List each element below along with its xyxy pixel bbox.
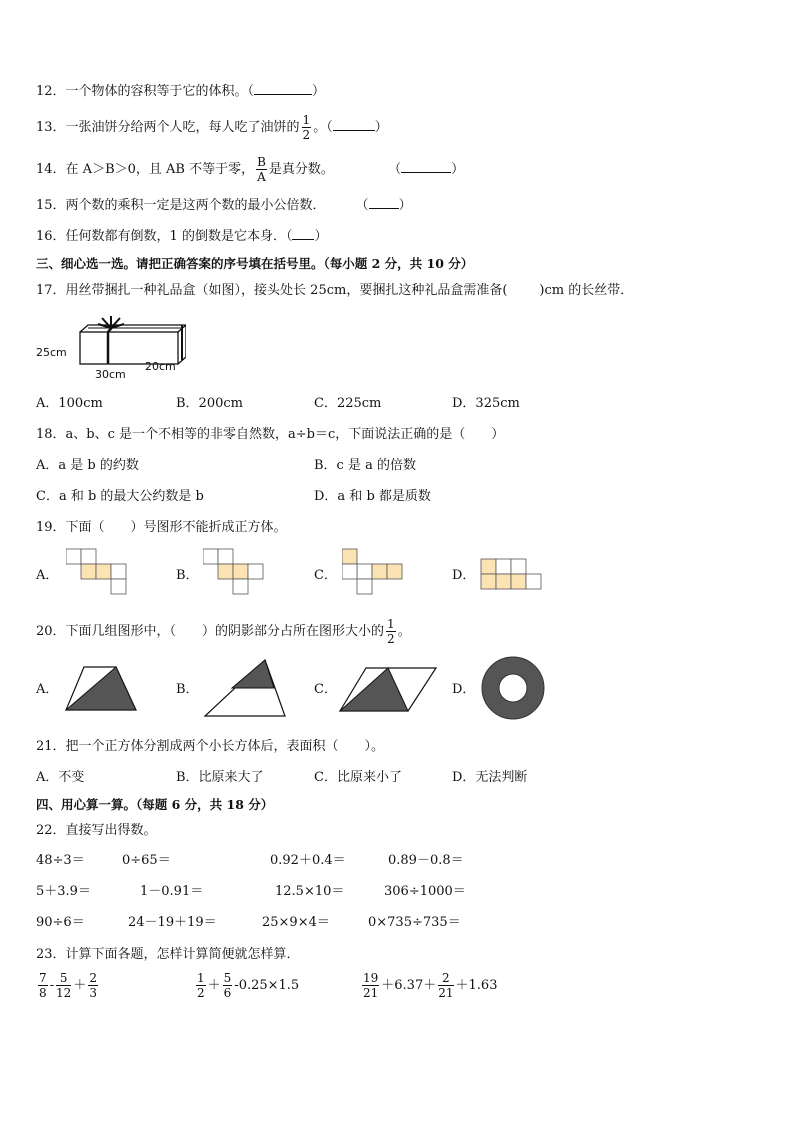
e3-b-den: 21 xyxy=(438,986,454,1000)
e1-c-den: 3 xyxy=(89,986,97,1000)
question-23: 23．计算下面各题，怎样计算简便就怎样算． xyxy=(36,947,300,962)
q16-answer-blank[interactable] xyxy=(292,227,314,240)
q13-fraction xyxy=(302,114,312,141)
question-15 xyxy=(36,196,412,216)
q20-ring-d xyxy=(478,655,548,721)
e3-b-num: 2 xyxy=(438,972,453,986)
q20-label-b[interactable]: B． xyxy=(176,682,199,697)
q22-r1-c4: 0.89－0.8＝ xyxy=(388,853,464,868)
q21-option-a[interactable]: A．不变 xyxy=(36,770,85,785)
q19-label-d[interactable]: D． xyxy=(452,568,476,583)
q20-label-c[interactable]: C． xyxy=(314,682,337,697)
e3-mid: ＋6.37＋ xyxy=(381,978,437,993)
q17-option-a[interactable]: A．100cm xyxy=(36,396,103,411)
q22-r2-c1: 5＋3.9＝ xyxy=(36,884,91,899)
q13-answer-blank[interactable] xyxy=(333,118,375,131)
q17-option-c[interactable]: C．225cm xyxy=(314,396,382,411)
q20-triangle-b xyxy=(203,658,287,718)
q17-option-d[interactable]: D．325cm xyxy=(452,396,520,411)
q22-r3-c2: 24－19＋19＝ xyxy=(128,915,217,930)
e1-c-num: 2 xyxy=(89,971,97,985)
e2-b-den: 6 xyxy=(223,986,232,1000)
q15-open: （ xyxy=(355,198,369,213)
section-4-heading: 四、用心算一算。（每题 6 分，共 18 分） xyxy=(36,797,274,812)
q18-option-c[interactable]: C．a 和 b 的最大公约数是 b xyxy=(36,489,204,504)
q14-answer-blank[interactable] xyxy=(401,160,451,173)
q17-option-b[interactable]: B．200cm xyxy=(176,396,243,411)
e1-b-num: 5 xyxy=(56,972,71,986)
question-20 xyxy=(36,618,411,645)
question-21: 21．把一个正方体分割成两个小长方体后，表面积（ ）。 xyxy=(36,739,385,754)
q19-label-b[interactable]: B． xyxy=(176,568,199,583)
q12-text: 12．一个物体的容积等于它的体积。（ xyxy=(36,84,255,99)
q21-option-c[interactable]: C．比原来小了 xyxy=(314,770,402,785)
q22-r3-c3: 25×9×4＝ xyxy=(262,915,330,930)
question-19: 19．下面（ ）号图形不能折成正方体。 xyxy=(36,520,287,535)
ribbon-bow xyxy=(98,316,124,328)
q18-option-b[interactable]: B．c 是 a 的倍数 xyxy=(314,458,416,473)
q20-frac-den: 2 xyxy=(387,632,395,646)
q22-r2-c2: 1－0.91＝ xyxy=(140,884,204,899)
q22-r1-c2: 0÷65＝ xyxy=(122,853,171,868)
q19-net-b xyxy=(203,548,271,600)
e1-op2: ＋ xyxy=(73,978,87,993)
e1-a-num: 7 xyxy=(39,971,47,985)
q12-answer-blank[interactable] xyxy=(254,82,312,95)
q14-fraction xyxy=(256,156,267,183)
q15-answer-blank[interactable] xyxy=(369,196,399,209)
q20-label-a[interactable]: A． xyxy=(36,682,59,697)
q13-frac-den: 2 xyxy=(302,128,311,142)
e2-tail: -0.25×1.5 xyxy=(234,978,300,993)
e2-op1: ＋ xyxy=(207,978,221,993)
e2-b-num: 5 xyxy=(223,971,232,985)
q22-r1-c3: 0.92＋0.4＝ xyxy=(270,853,346,868)
q19-net-a xyxy=(66,548,134,600)
e3-a-num: 19 xyxy=(363,971,379,985)
q18-option-d[interactable]: D．a 和 b 都是质数 xyxy=(314,489,431,504)
q17-tail: )cm 的长丝带． xyxy=(539,283,634,298)
q20-parallelogram-c xyxy=(338,666,438,714)
q16-text: 16．任何数都有倒数，1 的倒数是它本身．（ xyxy=(36,229,293,244)
q22-r1-c1: 48÷3＝ xyxy=(36,853,85,868)
q19-label-a[interactable]: A． xyxy=(36,568,59,583)
q14-text: 14．在 A＞B＞0，且 AB 不等于零， xyxy=(36,162,255,177)
q15-text: 15．两个数的乘积一定是这两个数的最小公倍数． xyxy=(36,198,326,213)
question-22: 22．直接写出得数。 xyxy=(36,823,157,838)
q15-close: ） xyxy=(398,198,412,213)
q20-fraction xyxy=(386,618,396,645)
question-16 xyxy=(36,227,327,247)
q13-post: 。（ xyxy=(313,120,333,135)
q14-frac-num: B xyxy=(257,155,266,169)
box-width-label: 20cm xyxy=(145,360,176,373)
e3-a-den: 21 xyxy=(363,986,379,1000)
q22-r3-c1: 90÷6＝ xyxy=(36,915,85,930)
e2-a-den: 2 xyxy=(197,986,205,1000)
question-17 xyxy=(36,281,633,301)
q20-label-d[interactable]: D． xyxy=(452,682,476,697)
q20-b-shaded xyxy=(232,660,274,688)
q19-net-d xyxy=(480,558,548,594)
q22-r2-c4: 306÷1000＝ xyxy=(384,884,466,899)
q13-frac-num: 1 xyxy=(302,113,311,127)
q21-option-d[interactable]: D．无法判断 xyxy=(452,770,528,785)
q14-post: 是真分数。 xyxy=(268,162,334,177)
q16-close: ） xyxy=(314,229,328,244)
q22-r3-c4: 0×735÷735＝ xyxy=(368,915,461,930)
q14-close: ） xyxy=(451,162,465,177)
q21-option-b[interactable]: B．比原来大了 xyxy=(176,770,264,785)
e1-b-den: 12 xyxy=(56,986,72,1000)
q20-frac-num: 1 xyxy=(387,617,395,631)
e2-a-num: 1 xyxy=(197,971,205,985)
q17-text: 17．用丝带捆扎一种礼品盒（如图），接头处长 25cm，要捆扎这种礼品盒需准备( xyxy=(36,283,508,298)
q13-text: 13．一张油饼分给两个人吃，每人吃了油饼的 xyxy=(36,120,300,135)
q12-close: ） xyxy=(312,84,326,99)
q20-post: 。 xyxy=(397,624,411,639)
section-3-heading: 三、细心选一选。请把正确答案的序号填在括号里。（每小题 2 分，共 10 分） xyxy=(36,256,474,271)
q14-frac-den: A xyxy=(257,170,266,184)
q23-expression-3 xyxy=(360,972,497,999)
e1-a-den: 8 xyxy=(39,986,47,1000)
e1-op1: - xyxy=(49,978,55,993)
question-13 xyxy=(36,114,388,141)
q14-open: （ xyxy=(388,162,402,177)
q17-answer-blank[interactable] xyxy=(507,282,539,294)
e3-tail: ＋1.63 xyxy=(455,978,498,993)
question-18: 18．a、b、c 是一个不相等的非零自然数，a÷b＝c，下面说法正确的是（ ） xyxy=(36,427,505,442)
q20-trapezoid-a xyxy=(64,664,138,714)
box-height-label: 25cm xyxy=(36,346,67,359)
q22-r2-c3: 12.5×10＝ xyxy=(275,884,345,899)
box-length-label: 30cm xyxy=(95,368,126,381)
question-14 xyxy=(36,156,464,183)
q20-text: 20．下面几组图形中，（ ）的阴影部分占所在图形大小的 xyxy=(36,624,385,639)
q13-close: ） xyxy=(374,120,388,135)
q23-expression-2 xyxy=(194,972,299,999)
q19-label-c[interactable]: C． xyxy=(314,568,337,583)
q18-option-a[interactable]: A．a 是 b 的约数 xyxy=(36,458,139,473)
q23-expression-1 xyxy=(36,972,100,999)
q19-net-c xyxy=(342,548,410,600)
question-12 xyxy=(36,82,325,102)
